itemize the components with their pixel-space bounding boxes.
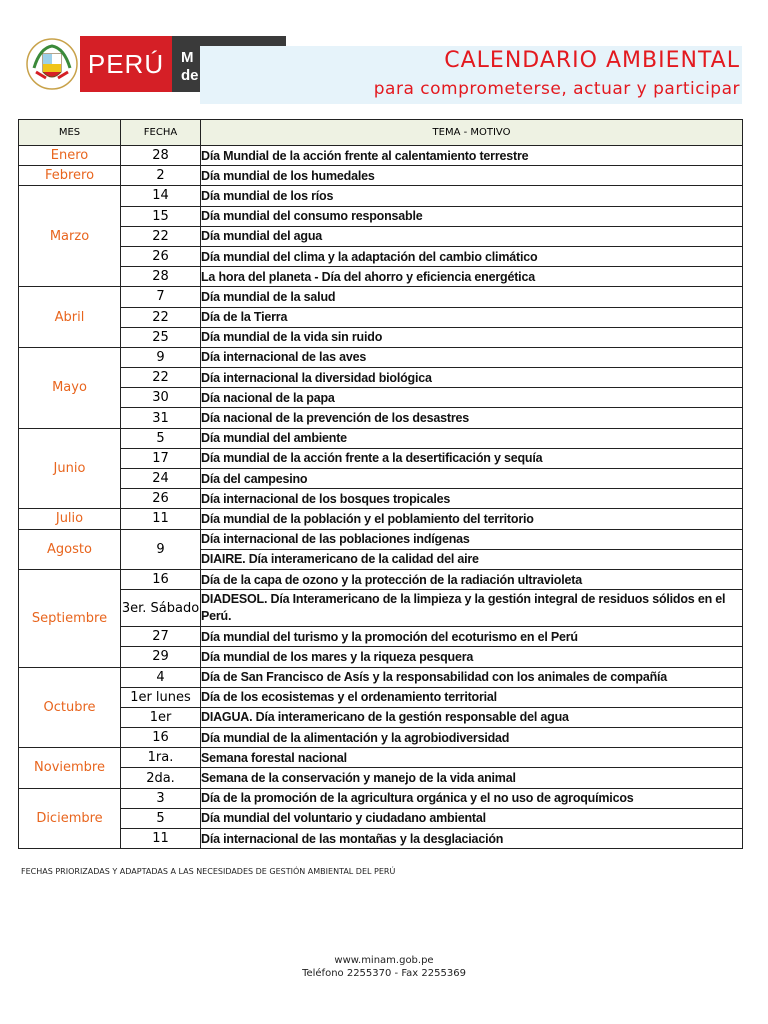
date-cell: 11 <box>121 829 201 849</box>
month-cell: Septiembre <box>19 569 121 667</box>
date-cell: 9 <box>121 347 201 367</box>
table-row <box>19 368 743 388</box>
table-row <box>19 829 743 849</box>
date-cell: 22 <box>121 307 201 327</box>
date-cell: 1er <box>121 707 201 727</box>
date-cell: 17 <box>121 448 201 468</box>
month-cell: Julio <box>19 509 121 529</box>
topic-cell: Día mundial del ambiente <box>201 428 743 448</box>
date-cell: 7 <box>121 287 201 307</box>
ministry-line-2: de <box>181 67 199 84</box>
table-row <box>19 627 743 647</box>
date-cell: 3er. Sábado <box>121 590 201 627</box>
brand-label: PERÚ <box>87 48 165 79</box>
calendar-table <box>18 119 743 849</box>
topic-cell: Día mundial de la salud <box>201 287 743 307</box>
topic-cell: Semana forestal nacional <box>201 748 743 768</box>
date-cell: 2 <box>121 166 201 186</box>
table-row <box>19 529 743 549</box>
topic-cell: Día mundial de la alimentación y la agrobiodiversidad <box>201 728 743 748</box>
date-cell: 4 <box>121 667 201 687</box>
topic-cell: Día internacional de las poblaciones indígenas <box>201 529 743 549</box>
topic-cell: Día mundial del clima y la adaptación del cambio climático <box>201 246 743 266</box>
topic-cell: Día mundial de la acción frente a la desertificación y sequía <box>201 448 743 468</box>
table-row <box>19 448 743 468</box>
topic-cell: Día mundial de la población y el poblamiento del territorio <box>201 509 743 529</box>
date-cell: 24 <box>121 469 201 489</box>
table-row <box>19 647 743 667</box>
topic-cell: Día internacional de las aves <box>201 347 743 367</box>
ministry-line-1: M <box>181 49 194 66</box>
topic-cell: DIAIRE. Día interamericano de la calidad del aire <box>201 549 743 569</box>
date-cell: 15 <box>121 206 201 226</box>
table-row <box>19 808 743 828</box>
topic-cell: Día internacional la diversidad biológica <box>201 368 743 388</box>
table-row <box>19 186 743 206</box>
table-row <box>19 327 743 347</box>
date-cell: 5 <box>121 808 201 828</box>
national-seal-icon <box>26 38 78 90</box>
month-cell: Junio <box>19 428 121 509</box>
topic-cell: Día mundial de la vida sin ruido <box>201 327 743 347</box>
month-cell: Abril <box>19 287 121 348</box>
topic-cell: Día de la Tierra <box>201 307 743 327</box>
month-cell: Octubre <box>19 667 121 748</box>
brand-logo <box>80 36 172 92</box>
table-row <box>19 287 743 307</box>
date-cell: 14 <box>121 186 201 206</box>
topic-cell: Día mundial del agua <box>201 226 743 246</box>
table-row <box>19 408 743 428</box>
page-title: CALENDARIO AMBIENTAL <box>444 48 740 73</box>
topic-cell: Día mundial de los humedales <box>201 166 743 186</box>
topic-cell: Día de San Francisco de Asís y la responsabilidad con los animales de compañía <box>201 667 743 687</box>
date-cell: 30 <box>121 388 201 408</box>
table-row <box>19 206 743 226</box>
table-row <box>19 166 743 186</box>
table-row <box>19 347 743 367</box>
footnote: FECHAS PRIORIZADAS Y ADAPTADAS A LAS NECESIDADES DE GESTIÓN AMBIENTAL DEL PERÚ <box>21 867 396 876</box>
table-row <box>19 569 743 589</box>
topic-cell: Día nacional de la prevención de los desastres <box>201 408 743 428</box>
date-cell: 2da. <box>121 768 201 788</box>
date-cell: 31 <box>121 408 201 428</box>
table-row <box>19 469 743 489</box>
topic-cell: Día de la capa de ozono y la protección de la radiación ultravioleta <box>201 569 743 589</box>
topic-cell: Día Mundial de la acción frente al calentamiento terrestre <box>201 146 743 166</box>
table-row <box>19 489 743 509</box>
table-row <box>19 707 743 727</box>
table-row <box>19 388 743 408</box>
topic-cell: Día internacional de los bosques tropicales <box>201 489 743 509</box>
table-row <box>19 768 743 788</box>
topic-cell: Día mundial del voluntario y ciudadano ambiental <box>201 808 743 828</box>
month-cell: Enero <box>19 146 121 166</box>
table-row <box>19 667 743 687</box>
table-row <box>19 788 743 808</box>
page-header <box>0 0 768 110</box>
month-cell: Febrero <box>19 166 121 186</box>
table-row <box>19 728 743 748</box>
topic-cell: Semana de la conservación y manejo de la vida animal <box>201 768 743 788</box>
date-cell: 22 <box>121 226 201 246</box>
table-row <box>19 590 743 627</box>
column-header-date: FECHA <box>121 120 201 146</box>
calendar-body <box>19 146 743 849</box>
date-cell: 26 <box>121 489 201 509</box>
month-cell: Diciembre <box>19 788 121 849</box>
table-row <box>19 307 743 327</box>
date-cell: 16 <box>121 569 201 589</box>
column-header-topic: TEMA - MOTIVO <box>201 120 743 146</box>
month-cell: Marzo <box>19 186 121 287</box>
topic-cell: DIAGUA. Día interamericano de la gestión responsable del agua <box>201 707 743 727</box>
date-cell: 28 <box>121 267 201 287</box>
date-cell: 22 <box>121 368 201 388</box>
date-cell: 1er lunes <box>121 687 201 707</box>
table-row <box>19 509 743 529</box>
date-cell: 1ra. <box>121 748 201 768</box>
table-row <box>19 748 743 768</box>
table-row <box>19 428 743 448</box>
table-row <box>19 267 743 287</box>
date-cell: 3 <box>121 788 201 808</box>
phone-fax: Teléfono 2255370 - Fax 2255369 <box>302 968 466 979</box>
topic-cell: Día de los ecosistemas y el ordenamiento territorial <box>201 687 743 707</box>
title-panel <box>200 46 742 104</box>
topic-cell: Día nacional de la papa <box>201 388 743 408</box>
topic-cell: Día internacional de las montañas y la desglaciación <box>201 829 743 849</box>
month-cell: Mayo <box>19 347 121 428</box>
topic-cell: DIADESOL. Día Interamericano de la limpieza y la gestión integral de residuos sólidos en el Perú. <box>201 590 743 627</box>
date-cell: 16 <box>121 728 201 748</box>
date-cell: 5 <box>121 428 201 448</box>
table-row <box>19 246 743 266</box>
topic-cell: Día mundial del consumo responsable <box>201 206 743 226</box>
table-row <box>19 146 743 166</box>
topic-cell: Día mundial del turismo y la promoción del ecoturismo en el Perú <box>201 627 743 647</box>
table-header-row <box>19 120 743 146</box>
column-header-month: MES <box>19 120 121 146</box>
date-cell: 28 <box>121 146 201 166</box>
date-cell: 9 <box>121 529 201 569</box>
date-cell: 27 <box>121 627 201 647</box>
table-row <box>19 226 743 246</box>
date-cell: 25 <box>121 327 201 347</box>
month-cell: Noviembre <box>19 748 121 788</box>
topic-cell: Día del campesino <box>201 469 743 489</box>
date-cell: 29 <box>121 647 201 667</box>
website-link[interactable]: www.minam.gob.pe <box>334 955 434 966</box>
date-cell: 11 <box>121 509 201 529</box>
topic-cell: Día mundial de los ríos <box>201 186 743 206</box>
page-subtitle: para comprometerse, actuar y participar <box>373 79 740 99</box>
table-row <box>19 687 743 707</box>
month-cell: Agosto <box>19 529 121 569</box>
topic-cell: Día de la promoción de la agricultura orgánica y el no uso de agroquímicos <box>201 788 743 808</box>
topic-cell: La hora del planeta - Día del ahorro y eficiencia energética <box>201 267 743 287</box>
date-cell: 26 <box>121 246 201 266</box>
topic-cell: Día mundial de los mares y la riqueza pesquera <box>201 647 743 667</box>
